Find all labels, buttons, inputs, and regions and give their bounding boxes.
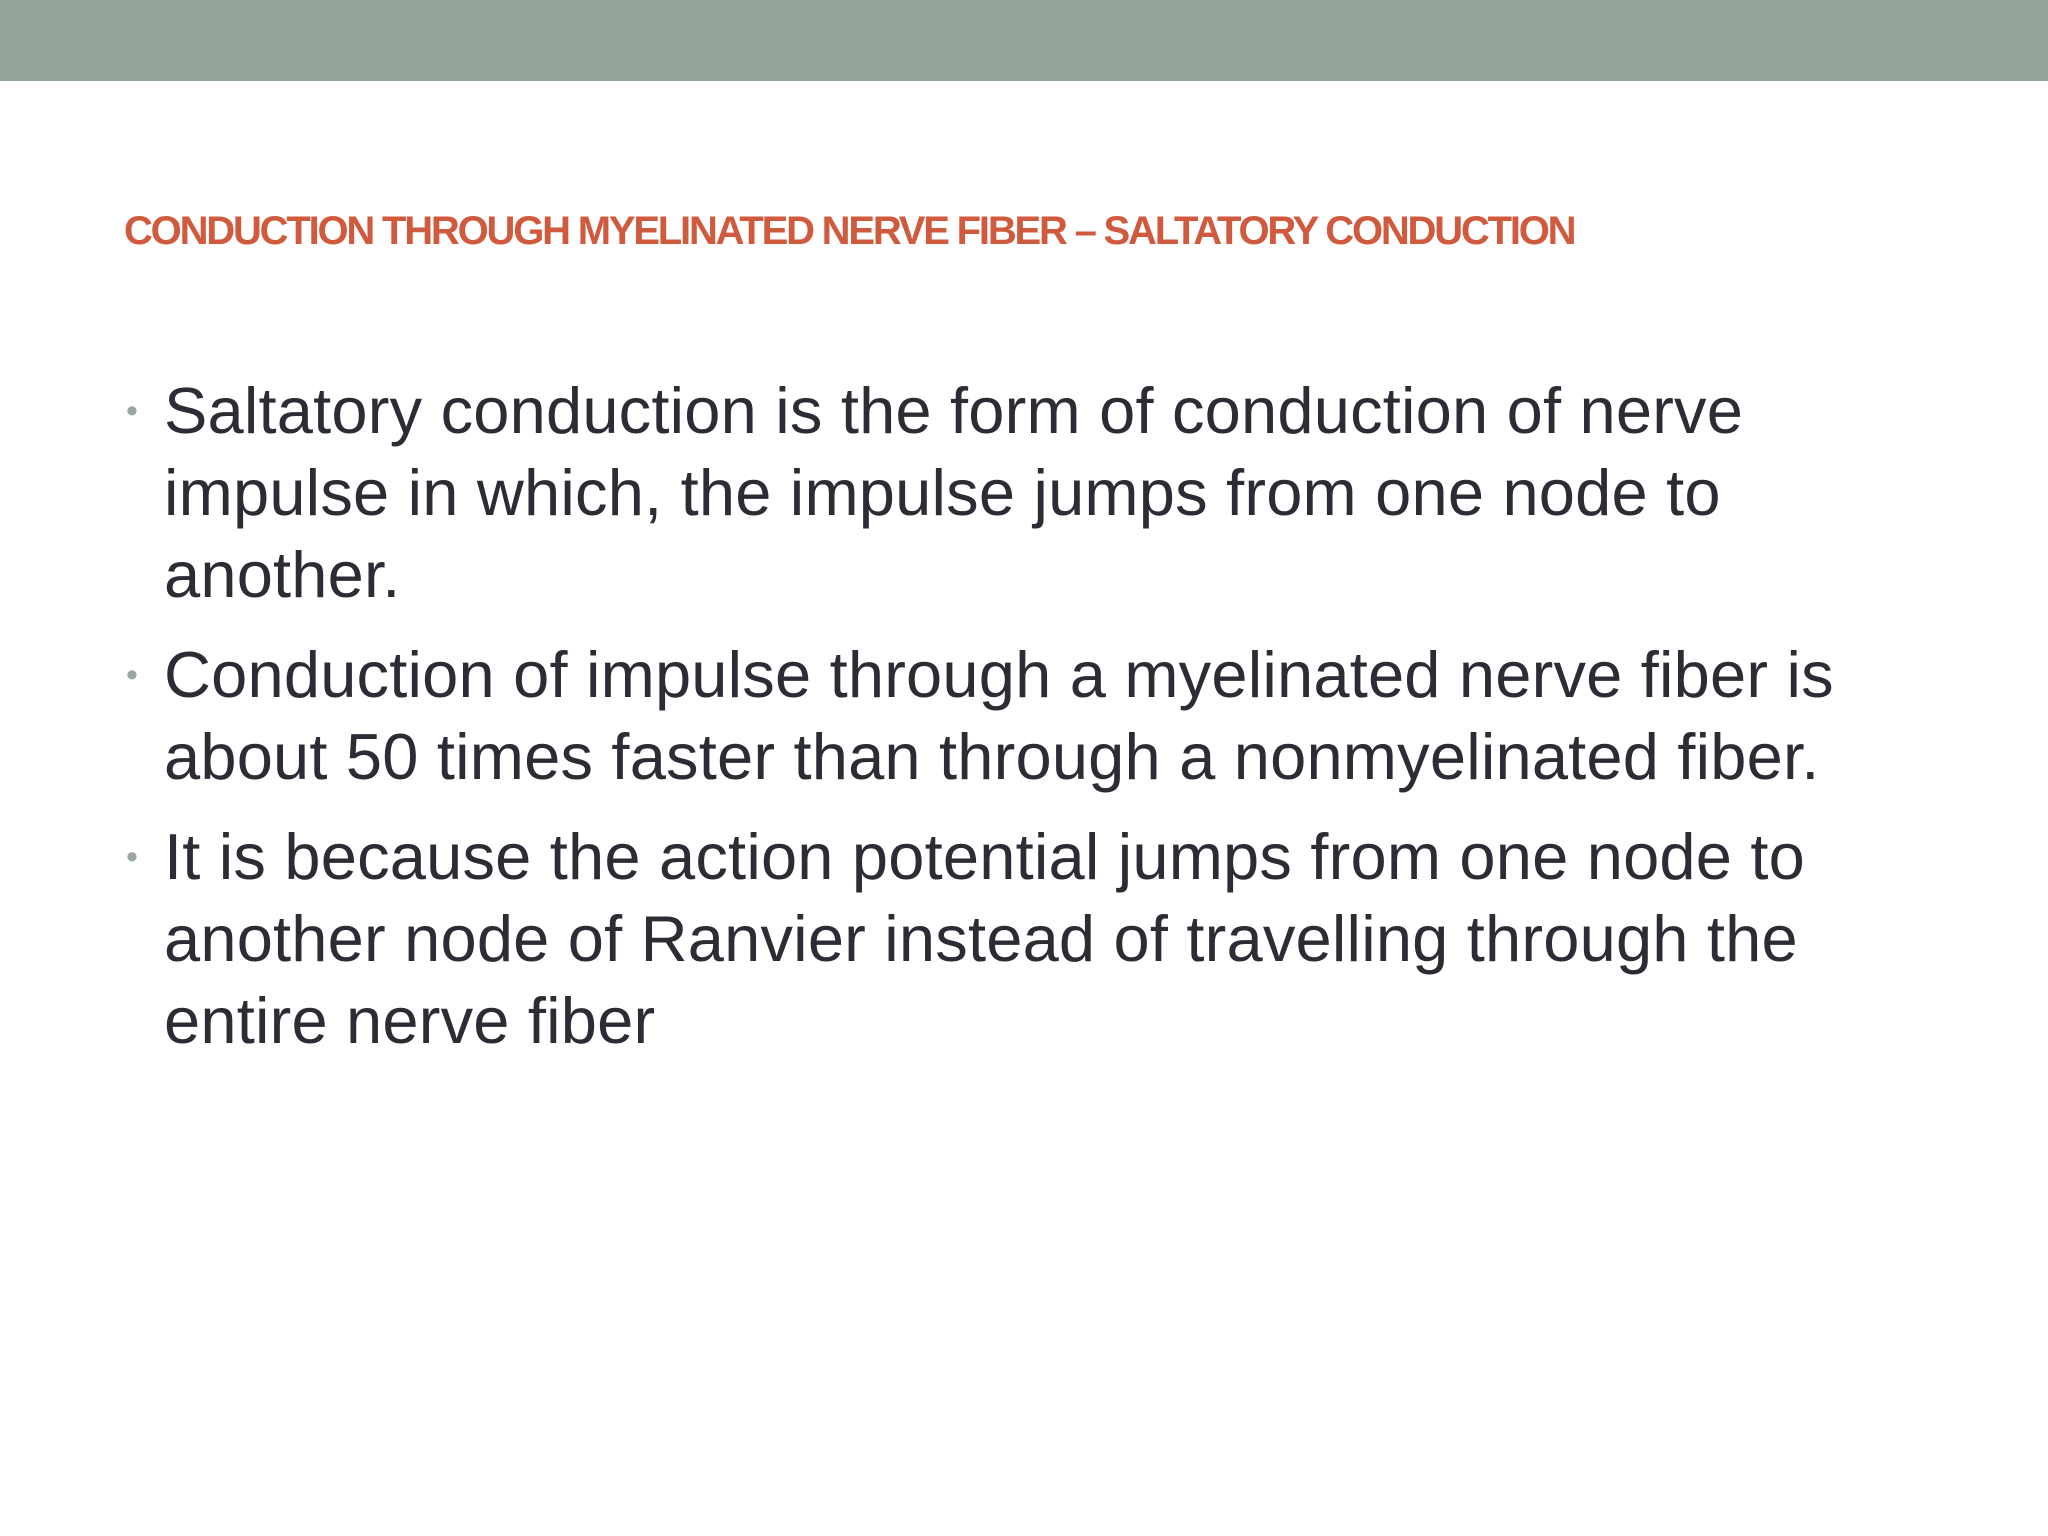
slide-title: CONDUCTION THROUGH MYELINATED NERVE FIBER – SALTATORY CONDUCTION [124, 209, 1575, 253]
header-band [0, 0, 2048, 81]
bullet-list [124, 370, 1964, 1080]
bullet-icon: • [126, 838, 139, 876]
bullet-item [124, 370, 1964, 616]
bullet-icon: • [126, 656, 139, 694]
bullet-text: Conduction of impulse through a myelinated nerve fiber is about 50 times faster than through a nonmyelinated fiber. [164, 638, 1834, 793]
bullet-text: It is because the action potential jumps from one node to another node of Ranvier instead of travelling through the entire nerve fiber [164, 820, 1806, 1057]
bullet-icon: • [126, 392, 139, 430]
bullet-text: Saltatory conduction is the form of conduction of nerve impulse in which, the impulse jumps from one node to another. [164, 374, 1744, 611]
bullet-item [124, 816, 1964, 1062]
bullet-item [124, 634, 1964, 798]
